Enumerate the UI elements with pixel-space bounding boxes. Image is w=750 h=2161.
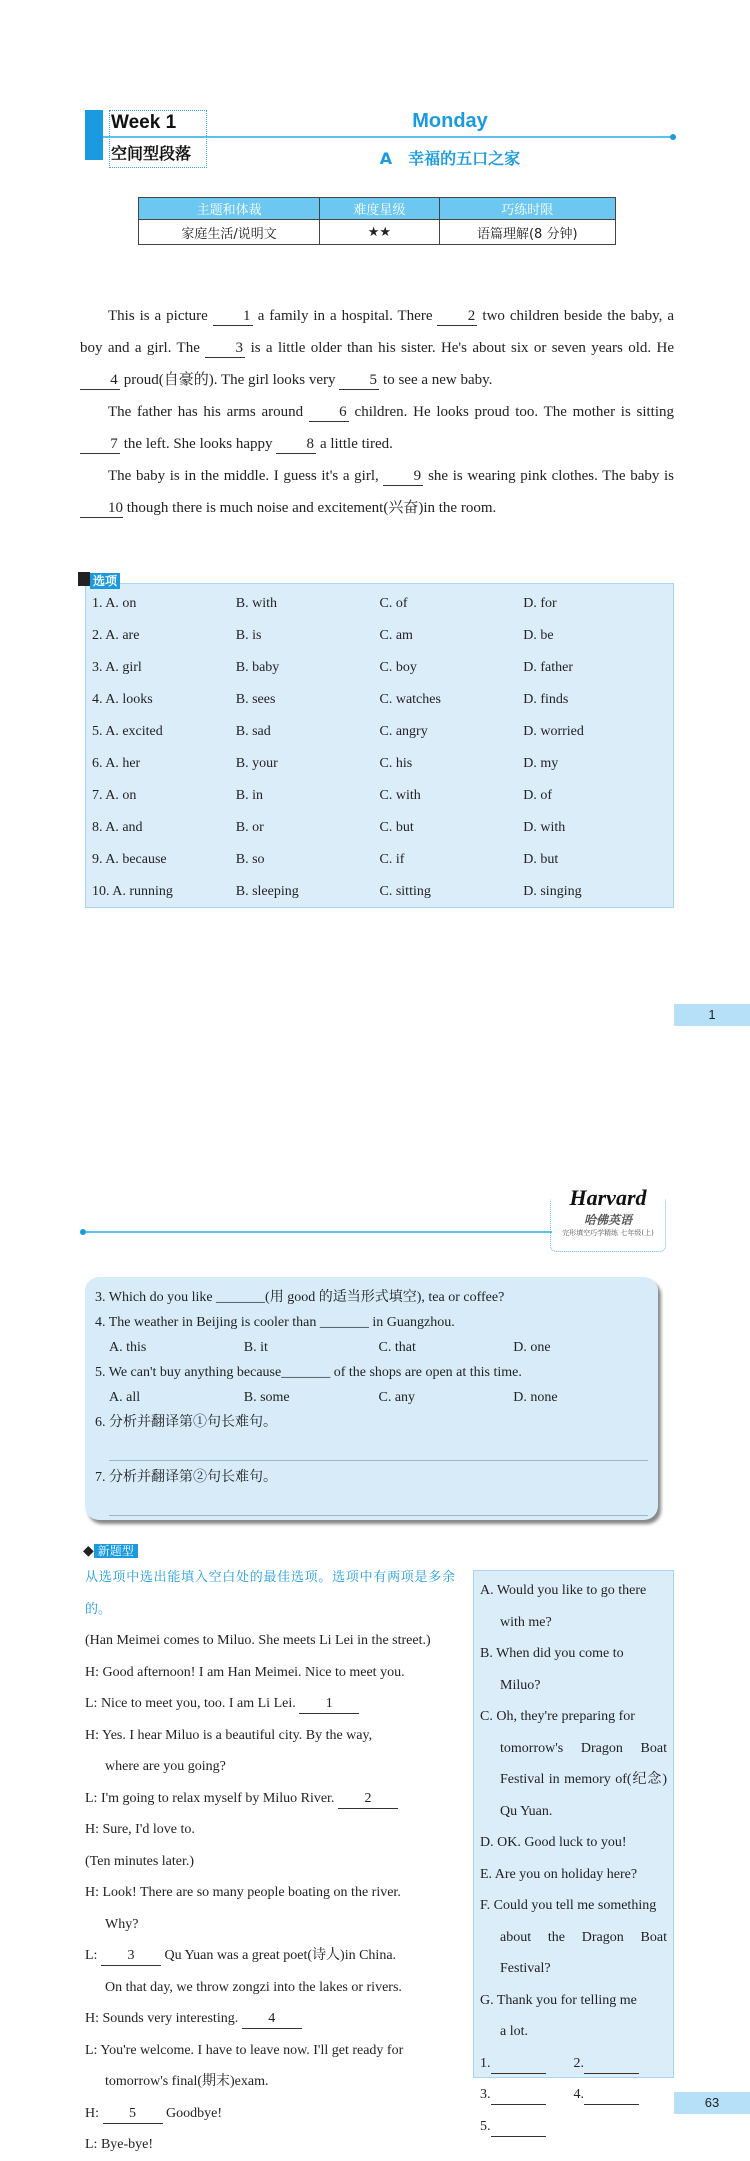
option-row (92, 684, 667, 716)
line (85, 2003, 455, 2035)
question-6: 6. 分析并翻译第①句长难句。 (95, 1415, 277, 1430)
choice-c[interactable]: C. any (378, 1390, 416, 1405)
answer-blank[interactable] (584, 2055, 639, 2074)
choice-a[interactable]: A. all (109, 1390, 141, 1405)
text: The father has his arms around (108, 404, 309, 420)
option-c[interactable]: C. watches (379, 692, 441, 707)
text: Qu Yuan was a great poet(诗人)in China. (160, 1948, 397, 1963)
text: two children beside the baby, a boy and a girl. The (80, 308, 674, 356)
page-number-1: 1 (674, 1004, 750, 1026)
question-4-choices (95, 1335, 648, 1360)
page-number-63: 63 (674, 2092, 750, 2114)
option-b[interactable]: B. sad (235, 724, 271, 739)
option-row (92, 812, 667, 844)
option-b[interactable]: B. sleeping (235, 884, 299, 899)
line: H: Yes. I hear Miluo is a beautiful city. By the way, (85, 1727, 373, 1743)
choice-item (480, 1985, 667, 2048)
text: L: I'm going to relax myself by Miluo River. (85, 1790, 335, 1806)
new-type-tag (83, 1542, 138, 1560)
blank-3: 3 (101, 1947, 161, 1966)
options-label: 选项 (90, 573, 120, 589)
text: H: Sounds very interesting. (85, 2011, 239, 2026)
paragraph-3 (80, 460, 674, 524)
choice-text-cont: about the Dragon Boat Festival? (500, 1929, 667, 1976)
blank-4: 4 (242, 2010, 302, 2029)
questions-box (85, 1277, 658, 1520)
text: a little tired. (316, 436, 393, 452)
blank-5: 5 (339, 371, 379, 390)
harvard-logo (550, 1185, 666, 1252)
option-a[interactable]: 7. A. on (92, 788, 137, 803)
blank-1: 1 (213, 307, 253, 326)
topic-value: 家庭生活/说明文 (139, 220, 320, 245)
choice-item (480, 1890, 667, 1985)
logo-sub: 完形填空巧学精练 七年级(上) (562, 1229, 654, 1237)
question-3: 3. Which do you like _______(用 good 的适当形式填空), tea or coffee? (95, 1290, 505, 1305)
header-rule-dot (670, 134, 676, 140)
option-a[interactable]: 6. A. her (92, 756, 141, 771)
choice-item (480, 1638, 667, 1701)
week-header (85, 110, 207, 168)
choice-text-cont: Miluo? (500, 1677, 541, 1693)
option-a[interactable]: 4. A. looks (92, 692, 153, 707)
option-row (92, 716, 667, 748)
option-b[interactable]: B. is (235, 628, 262, 643)
option-d[interactable]: D. for (523, 596, 557, 611)
text: to see a new baby. (379, 372, 493, 388)
line: tomorrow's final(期末)exam. (105, 2074, 269, 2089)
choice-text: B. When did you come to (480, 1646, 624, 1661)
question-5: 5. We can't buy anything because_______ of the shops are open at this time. (95, 1365, 522, 1380)
option-d[interactable]: D. be (523, 628, 554, 643)
choice-text: A. Would you like to go there (480, 1583, 647, 1598)
line: H: Look! There are so many people boating on the river. (85, 1885, 401, 1900)
option-d[interactable]: D. finds (523, 692, 569, 707)
week-subtitle: 空间型段落 (111, 144, 192, 163)
option-a[interactable]: 10. A. running (92, 884, 173, 899)
line: L: Bye-bye! (85, 2137, 154, 2152)
choice-item (480, 1701, 667, 1827)
option-a[interactable]: 3. A. girl (92, 660, 142, 675)
option-c[interactable]: C. but (379, 820, 414, 835)
paragraph-2 (80, 396, 674, 460)
choice-text: F. Could you tell me something (480, 1898, 657, 1913)
choice-d[interactable]: D. none (513, 1390, 558, 1405)
line: (Ten minutes later.) (85, 1853, 195, 1869)
option-row (92, 844, 667, 876)
option-a[interactable]: 1. A. on (92, 596, 137, 611)
answer-row (480, 2111, 667, 2143)
choice-text-cont: a lot. (500, 2024, 528, 2039)
week-bar (85, 110, 103, 160)
choices-box (473, 1570, 674, 2134)
option-d[interactable]: D. singing (523, 884, 582, 899)
option-c[interactable]: C. his (379, 756, 413, 771)
answer-label: 4. (573, 2087, 584, 2102)
answer-label: 2. (573, 2055, 584, 2071)
option-b[interactable]: B. or (235, 820, 264, 835)
text: the left. She looks happy (120, 436, 277, 452)
choice-a[interactable]: A. this (109, 1340, 147, 1355)
instruction: 从选项中选出能填入空白处的最佳选项。选项中有两项是多余的。 (85, 1570, 455, 1617)
option-b[interactable]: B. baby (235, 660, 280, 675)
blank-1: 1 (299, 1695, 359, 1714)
text: she is wearing pink clothes. The baby is (423, 468, 675, 484)
option-c[interactable]: C. boy (379, 660, 417, 675)
option-d[interactable]: D. of (523, 788, 553, 803)
option-d[interactable]: D. father (523, 660, 574, 675)
option-row (92, 620, 667, 652)
text: though there is much noise and excitement(兴奋)in the room. (123, 500, 497, 516)
option-c[interactable]: C. with (379, 788, 421, 803)
week-label: Week 1 (111, 112, 177, 133)
blank-5: 5 (103, 2105, 163, 2124)
answer-label: 3. (480, 2087, 491, 2102)
blank-10: 10 (80, 499, 123, 518)
text: H: (85, 2105, 103, 2121)
header-rule-dot-2 (80, 1229, 86, 1235)
col-topic: 主题和体裁 (139, 198, 320, 220)
question-5-choices (95, 1385, 648, 1410)
option-row (92, 588, 667, 620)
line: H: Good afternoon! I am Han Meimei. Nice to meet you. (85, 1664, 405, 1680)
new-type-label: 新题型 (94, 1544, 138, 1558)
text: The baby is in the middle. I guess it's a girl, (108, 468, 384, 484)
line: On that day, we throw zongzi into the lakes or rivers. (105, 1979, 402, 1995)
options-tag (78, 572, 120, 588)
text: L: Nice to meet you, too. I am Li Lei. (85, 1696, 296, 1711)
option-d[interactable]: D. with (523, 820, 566, 835)
option-row (92, 876, 667, 908)
choice-item (480, 1859, 667, 1891)
answer-blank[interactable] (491, 2118, 546, 2137)
paragraph-1 (80, 300, 674, 396)
day-title: Monday (412, 110, 488, 132)
logo-en: Harvard (551, 1185, 665, 1211)
choice-b[interactable]: B. some (243, 1390, 290, 1405)
choice-item (480, 1827, 667, 1859)
choice-text-cont: tomorrow's Dragon Boat Festival in memory of(纪念) Qu Yuan. (500, 1740, 667, 1819)
choice-text: C. Oh, they're preparing for (480, 1709, 635, 1724)
text: L: (85, 1948, 101, 1963)
answer-row (480, 2048, 667, 2080)
option-a[interactable]: 2. A. are (92, 628, 140, 643)
option-b[interactable]: B. in (235, 788, 263, 803)
logo-cn: 哈佛英语 (583, 1213, 632, 1227)
header-rule-2 (82, 1231, 552, 1233)
diamond-icon: ◆ (83, 1544, 94, 1559)
text: Goodbye! (162, 2105, 222, 2121)
answer-blank[interactable] (584, 2086, 639, 2105)
line (85, 1688, 455, 1720)
answer-line-6[interactable] (109, 1443, 648, 1461)
difficulty-value: ★★ (320, 220, 439, 245)
answer-line-7[interactable] (109, 1498, 648, 1516)
blank-6: 6 (309, 403, 349, 422)
blank-8: 8 (276, 435, 316, 454)
blank-7: 7 (80, 435, 120, 454)
blank-9: 9 (383, 467, 423, 486)
line (85, 1940, 455, 1972)
option-b[interactable]: B. sees (235, 692, 276, 707)
choice-b[interactable]: B. it (243, 1340, 268, 1355)
line: Why? (105, 1916, 139, 1932)
answer-label: 1. (480, 2055, 491, 2071)
col-difficulty: 难度星级 (320, 198, 439, 220)
choice-text-cont: with me? (500, 1614, 552, 1630)
info-table (138, 197, 616, 245)
option-a[interactable]: 5. A. excited (92, 724, 163, 739)
option-b[interactable]: B. with (235, 596, 277, 611)
option-a[interactable]: 9. A. because (92, 852, 167, 867)
text: a family in a hospital. There (252, 308, 438, 324)
option-c[interactable]: C. angry (379, 724, 428, 739)
option-c[interactable]: C. am (379, 628, 413, 643)
blank-4: 4 (80, 371, 120, 390)
header-rule (103, 136, 674, 138)
choice-c[interactable]: C. that (378, 1340, 416, 1355)
text: proud(自豪的). The girl looks very (120, 372, 340, 388)
info-table-row (139, 220, 616, 245)
square-icon (78, 572, 90, 586)
answer-row (480, 2079, 667, 2111)
option-d[interactable]: D. worried (523, 724, 584, 739)
option-row (92, 652, 667, 684)
options-box (85, 583, 674, 908)
line: H: Sure, I'd love to. (85, 1822, 195, 1837)
option-d[interactable]: D. but (523, 852, 559, 867)
line (85, 2098, 455, 2130)
text: children. He looks proud too. The mother is sitting (348, 404, 674, 420)
option-a[interactable]: 8. A. and (92, 820, 143, 835)
question-7: 7. 分析并翻译第②句长难句。 (95, 1470, 277, 1485)
choice-text: D. OK. Good luck to you! (480, 1835, 627, 1850)
question-4: 4. The weather in Beijing is cooler than _______ in Guangzhou. (95, 1315, 455, 1330)
option-c[interactable]: C. if (379, 852, 405, 867)
line: (Han Meimei comes to Miluo. She meets Li Lei in the street.) (85, 1633, 431, 1648)
blank-3: 3 (205, 339, 245, 358)
line: L: You're welcome. I have to leave now. I'll get ready for (85, 2042, 404, 2058)
option-row (92, 780, 667, 812)
choice-text: E. Are you on holiday here? (480, 1866, 638, 1882)
choice-text: G. Thank you for telling me (480, 1992, 637, 2008)
text: is a little older than his sister. He's about six or seven years old. He (245, 340, 674, 356)
passage-title: A 幸福的五口之家 (379, 149, 521, 168)
blank-2: 2 (437, 307, 477, 326)
answer-blank[interactable] (491, 2055, 546, 2074)
answer-label: 5. (480, 2118, 491, 2134)
line (85, 1783, 455, 1815)
blank-2: 2 (338, 1790, 398, 1809)
info-table-header (139, 198, 616, 220)
dialogue (85, 1562, 455, 2161)
text: This is a picture (108, 308, 213, 324)
col-time: 巧练时限 (439, 198, 616, 220)
option-c[interactable]: C. sitting (379, 884, 431, 899)
option-c[interactable]: C. of (379, 596, 408, 611)
answer-blank[interactable] (491, 2086, 546, 2105)
line: where are you going? (105, 1759, 226, 1774)
option-b[interactable]: B. your (235, 756, 278, 771)
choice-item (480, 1575, 667, 1638)
option-d[interactable]: D. my (523, 756, 559, 771)
choice-d[interactable]: D. one (513, 1340, 551, 1355)
time-value: 语篇理解(8 分钟) (439, 220, 616, 245)
option-row (92, 748, 667, 780)
passage (80, 300, 674, 524)
option-b[interactable]: B. so (235, 852, 265, 867)
